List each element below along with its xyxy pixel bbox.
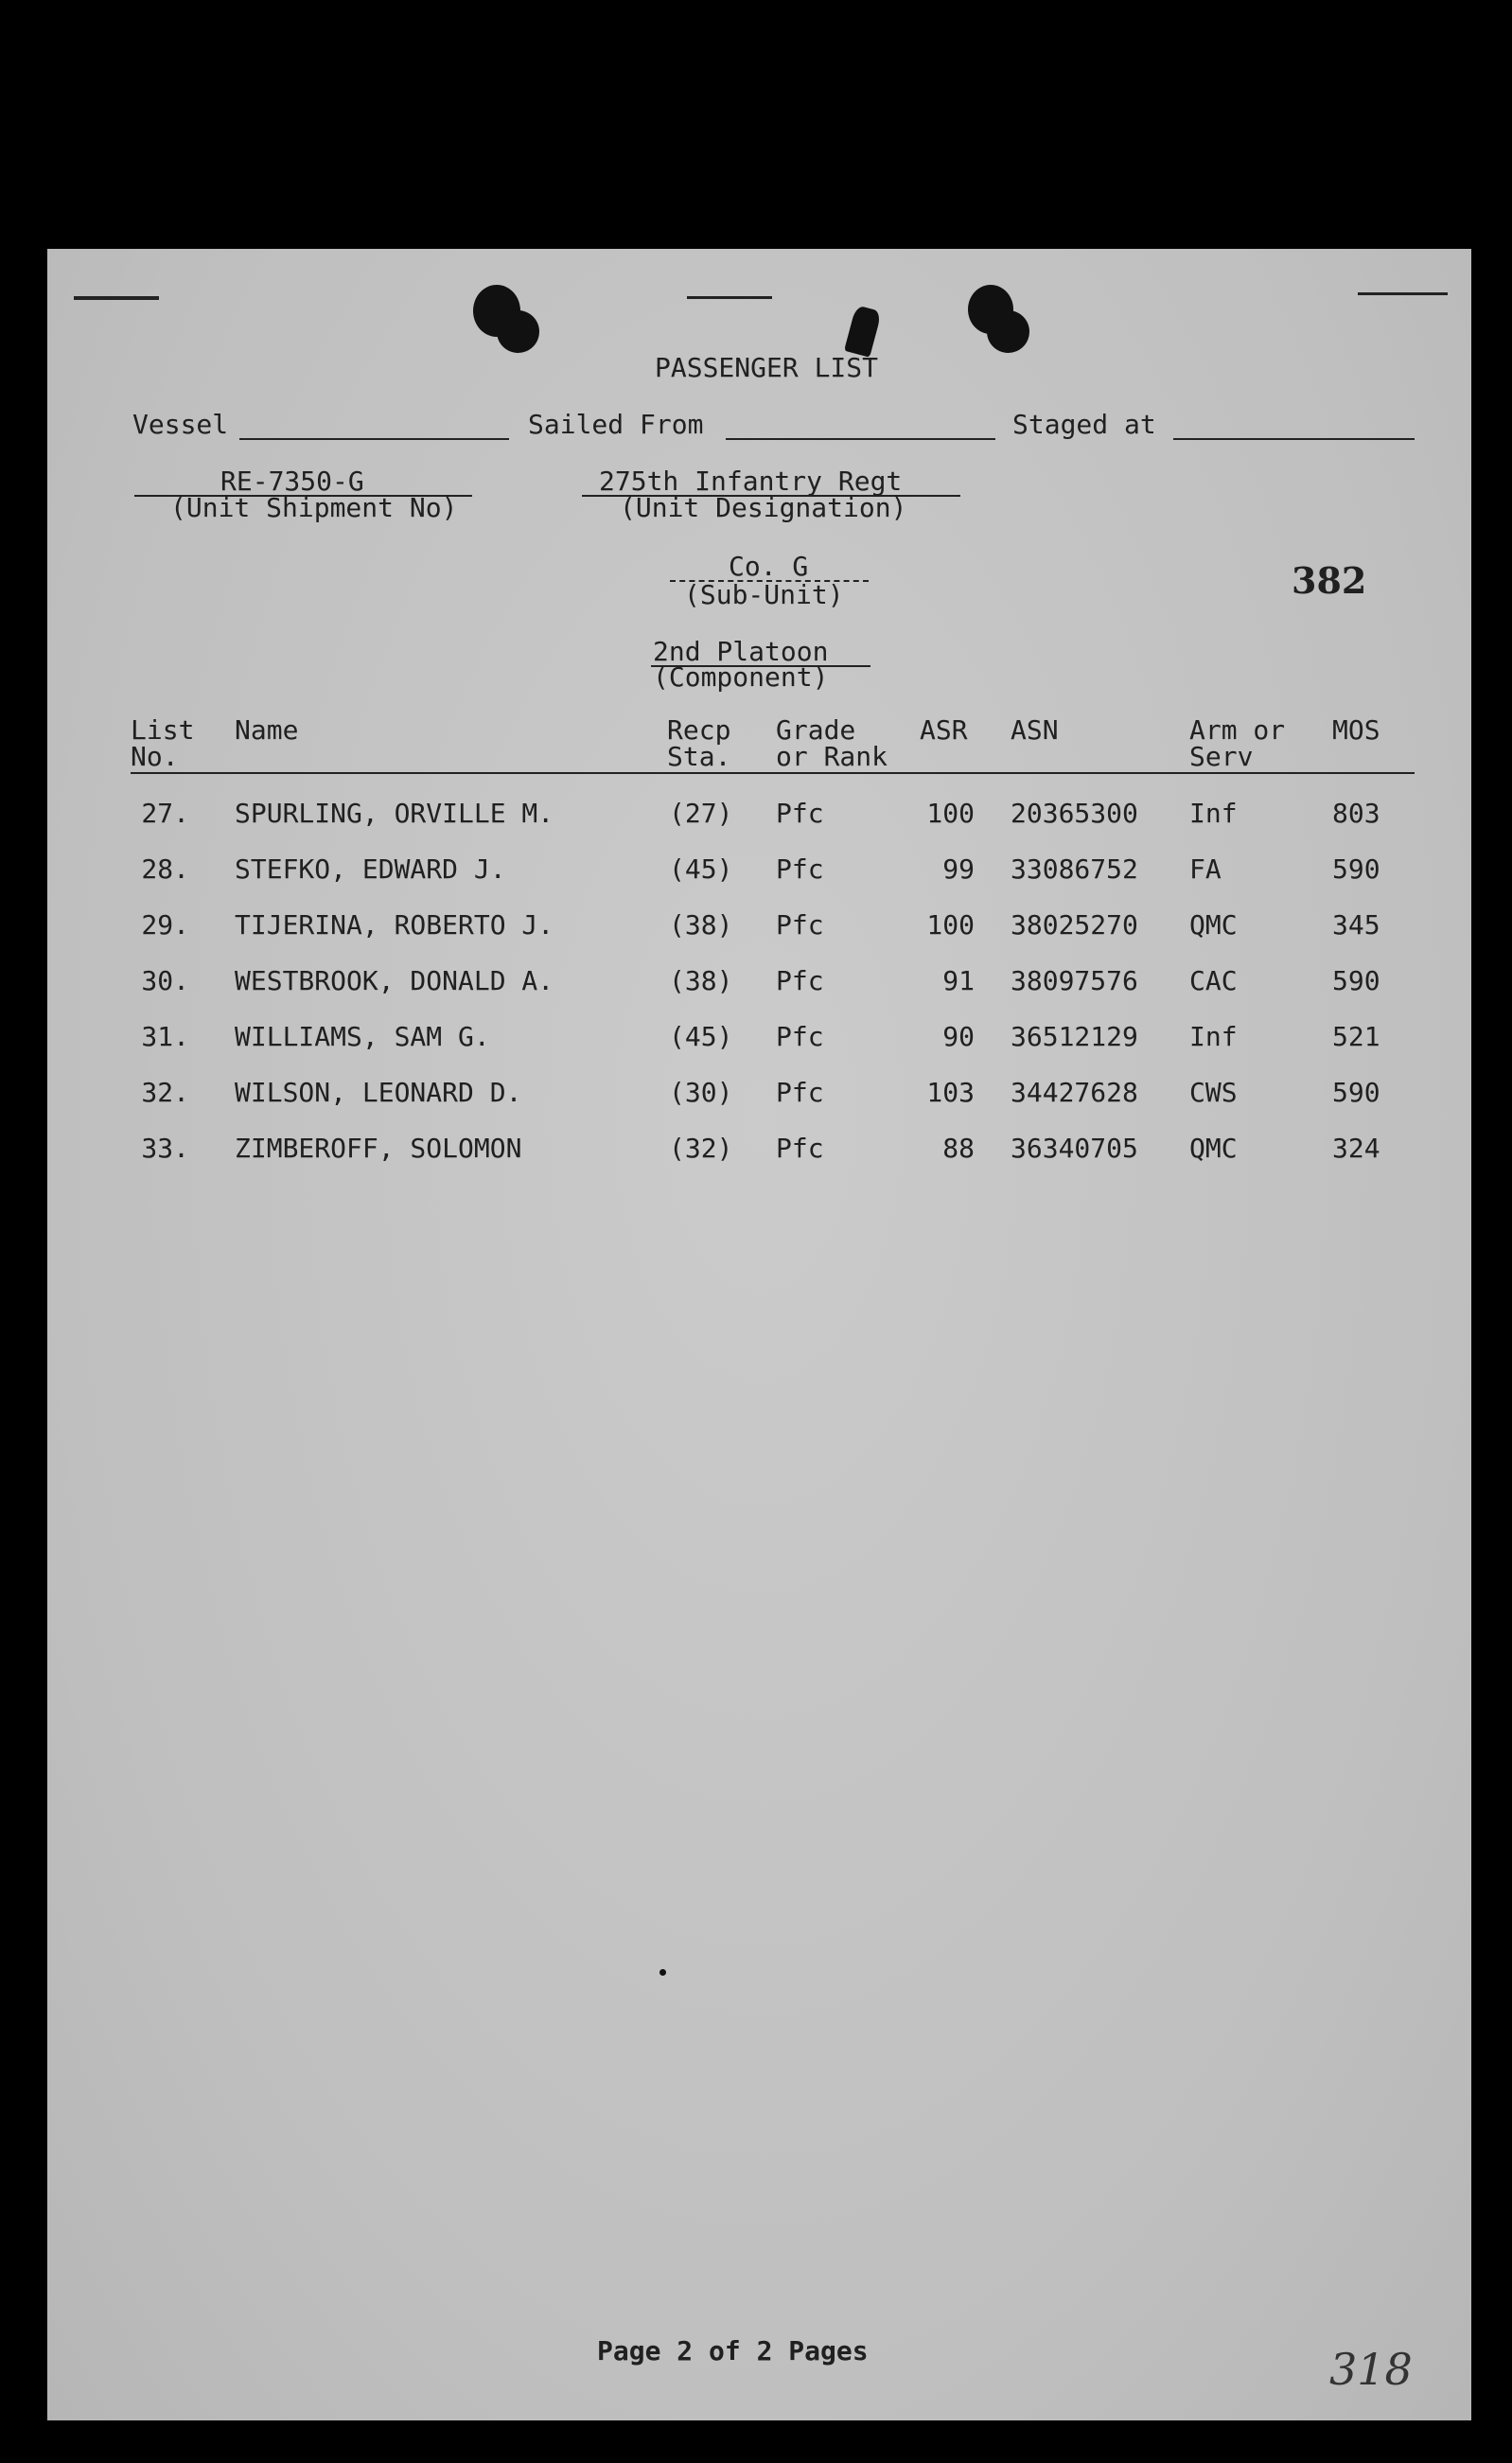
row-mos: 324 — [1332, 1133, 1380, 1164]
row-asr: 91 — [942, 965, 975, 996]
table-row — [47, 798, 1471, 845]
handwritten-number: 318 — [1329, 2344, 1413, 2395]
row-arm-serv: CAC — [1189, 965, 1238, 996]
row-grade: Pfc — [776, 853, 824, 885]
row-asr: 90 — [942, 1021, 975, 1052]
col-name: Name — [235, 714, 299, 746]
table-row — [47, 1077, 1471, 1124]
row-mos: 803 — [1332, 798, 1380, 829]
col-asn: ASN — [1011, 714, 1059, 746]
sailed-from-blank — [726, 438, 995, 440]
unit-designation-caption: (Unit Designation) — [620, 492, 907, 523]
row-asr: 100 — [926, 909, 975, 941]
row-list-no: 28. — [141, 853, 189, 885]
row-list-no: 31. — [141, 1021, 189, 1052]
row-mos: 590 — [1332, 1077, 1380, 1108]
row-asn: 38025270 — [1011, 909, 1138, 941]
row-name: SPURLING, ORVILLE M. — [235, 798, 554, 829]
row-name: WILSON, LEONARD D. — [235, 1077, 522, 1108]
document-page — [47, 249, 1471, 2420]
row-mos: 521 — [1332, 1021, 1380, 1052]
component-caption: (Component) — [653, 661, 829, 693]
row-recp-sta: (38) — [669, 909, 733, 941]
vessel-blank — [239, 438, 509, 440]
row-recp-sta: (27) — [669, 798, 733, 829]
top-mark-center — [687, 296, 772, 299]
row-name: STEFKO, EDWARD J. — [235, 853, 506, 885]
row-name: ZIMBEROFF, SOLOMON — [235, 1133, 522, 1164]
col-recp-sta: Recp Sta. — [667, 714, 731, 772]
sub-unit-caption: (Sub-Unit) — [684, 579, 844, 610]
col-list-no: List No. — [131, 714, 195, 772]
row-list-no: 32. — [141, 1077, 189, 1108]
table-row — [47, 909, 1471, 957]
row-arm-serv: Inf — [1189, 1021, 1238, 1052]
unit-shipment-caption: (Unit Shipment No) — [170, 492, 458, 523]
row-name: TIJERINA, ROBERTO J. — [235, 909, 554, 941]
col-asr: ASR — [920, 714, 968, 746]
row-grade: Pfc — [776, 1133, 824, 1164]
staged-at-label: Staged at — [1012, 409, 1156, 440]
sailed-from-label: Sailed From — [528, 409, 704, 440]
top-mark-left — [74, 296, 159, 300]
page-footer: Page 2 of 2 Pages — [597, 2335, 869, 2366]
row-recp-sta: (38) — [669, 965, 733, 996]
row-asn: 33086752 — [1011, 853, 1138, 885]
col-grade: Grade or Rank — [776, 714, 888, 772]
row-arm-serv: CWS — [1189, 1077, 1238, 1108]
row-recp-sta: (45) — [669, 1021, 733, 1052]
vessel-label: Vessel — [132, 409, 229, 440]
row-asr: 100 — [926, 798, 975, 829]
header-rule — [131, 772, 1415, 774]
row-asr: 99 — [942, 853, 975, 885]
ink-dot — [659, 1969, 666, 1976]
staged-at-blank — [1173, 438, 1415, 440]
row-grade: Pfc — [776, 798, 824, 829]
row-name: WILLIAMS, SAM G. — [235, 1021, 490, 1052]
punch-hole-right-lower — [987, 310, 1029, 353]
staple-tear — [844, 305, 882, 358]
row-asn: 20365300 — [1011, 798, 1138, 829]
row-mos: 590 — [1332, 965, 1380, 996]
sub-unit: Co. G — [729, 551, 809, 582]
document-title: PASSENGER LIST — [655, 352, 879, 383]
row-grade: Pfc — [776, 965, 824, 996]
row-asn: 36512129 — [1011, 1021, 1138, 1052]
row-list-no: 30. — [141, 965, 189, 996]
row-arm-serv: Inf — [1189, 798, 1238, 829]
table-row — [47, 965, 1471, 1012]
row-asr: 103 — [926, 1077, 975, 1108]
row-arm-serv: QMC — [1189, 909, 1238, 941]
stamp-number: 382 — [1292, 559, 1367, 602]
row-arm-serv: QMC — [1189, 1133, 1238, 1164]
unit-designation: 275th Infantry Regt — [599, 466, 903, 497]
row-mos: 345 — [1332, 909, 1380, 941]
component: 2nd Platoon — [653, 636, 829, 667]
row-asn: 36340705 — [1011, 1133, 1138, 1164]
row-asn: 38097576 — [1011, 965, 1138, 996]
top-mark-right — [1358, 292, 1448, 295]
table-row — [47, 1021, 1471, 1068]
row-grade: Pfc — [776, 909, 824, 941]
row-arm-serv: FA — [1189, 853, 1222, 885]
row-recp-sta: (45) — [669, 853, 733, 885]
row-grade: Pfc — [776, 1077, 824, 1108]
row-mos: 590 — [1332, 853, 1380, 885]
row-list-no: 33. — [141, 1133, 189, 1164]
col-arm-serv: Arm or Serv — [1189, 714, 1286, 772]
row-grade: Pfc — [776, 1021, 824, 1052]
table-row — [47, 1133, 1471, 1180]
row-asn: 34427628 — [1011, 1077, 1138, 1108]
table-row — [47, 853, 1471, 901]
col-mos: MOS — [1332, 714, 1380, 746]
punch-hole-left-lower — [497, 310, 539, 353]
row-asr: 88 — [942, 1133, 975, 1164]
row-recp-sta: (30) — [669, 1077, 733, 1108]
unit-shipment-no: RE-7350-G — [220, 466, 364, 497]
row-list-no: 29. — [141, 909, 189, 941]
row-name: WESTBROOK, DONALD A. — [235, 965, 554, 996]
row-list-no: 27. — [141, 798, 189, 829]
row-recp-sta: (32) — [669, 1133, 733, 1164]
